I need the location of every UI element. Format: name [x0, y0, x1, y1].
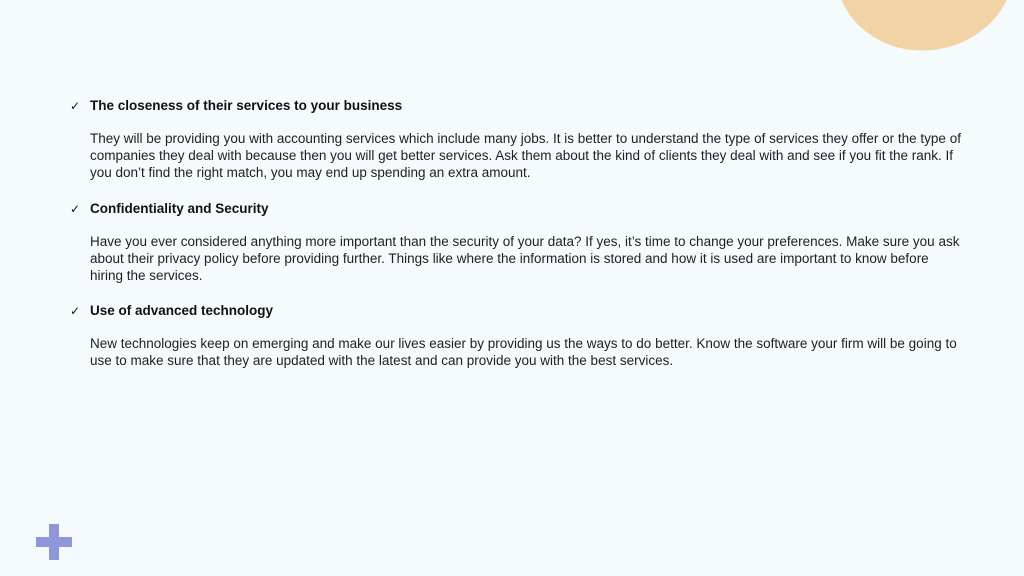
- list-item: [70, 96, 962, 182]
- checkmark-icon: ✓: [70, 201, 81, 216]
- item-heading: Confidentiality and Security: [90, 200, 269, 216]
- list-item: [70, 199, 962, 285]
- slide-content: [70, 96, 962, 387]
- item-heading-row: [70, 199, 962, 219]
- checkmark-icon: ✓: [70, 304, 81, 319]
- item-body: Have you ever considered anything more important than the security of your data? If yes, it’s time to change your preferences. Make sure you ask about their privacy policy before providing further. Things like where the information is stored and how it is used are important to know before hiring the services.: [90, 233, 960, 284]
- item-heading: The closeness of their services to your business: [90, 98, 403, 113]
- plus-icon: [36, 524, 72, 560]
- checkmark-icon: ✓: [70, 99, 81, 113]
- list-item: [70, 301, 962, 369]
- item-heading-row: [70, 301, 962, 321]
- plus-vertical-bar: [49, 524, 59, 560]
- corner-decoration-blob: [832, 0, 1024, 65]
- item-body: New technologies keep on emerging and make our lives easier by providing us the ways to do better. Know the software your firm will be going to use to make sure that they are updated with the latest and can provide you with the best services.: [90, 336, 957, 369]
- item-heading: Use of advanced technology: [90, 303, 274, 319]
- item-heading-row: [70, 96, 962, 116]
- item-body: They will be providing you with accounting services which include many jobs. It is better to understand the type of services they offer or the type of companies they deal with because then you will get better services. Ask them about the kind of clients they deal with and see if you fit the rank. If you don’t find the right match, you may end up spending an extra amount.: [90, 131, 961, 181]
